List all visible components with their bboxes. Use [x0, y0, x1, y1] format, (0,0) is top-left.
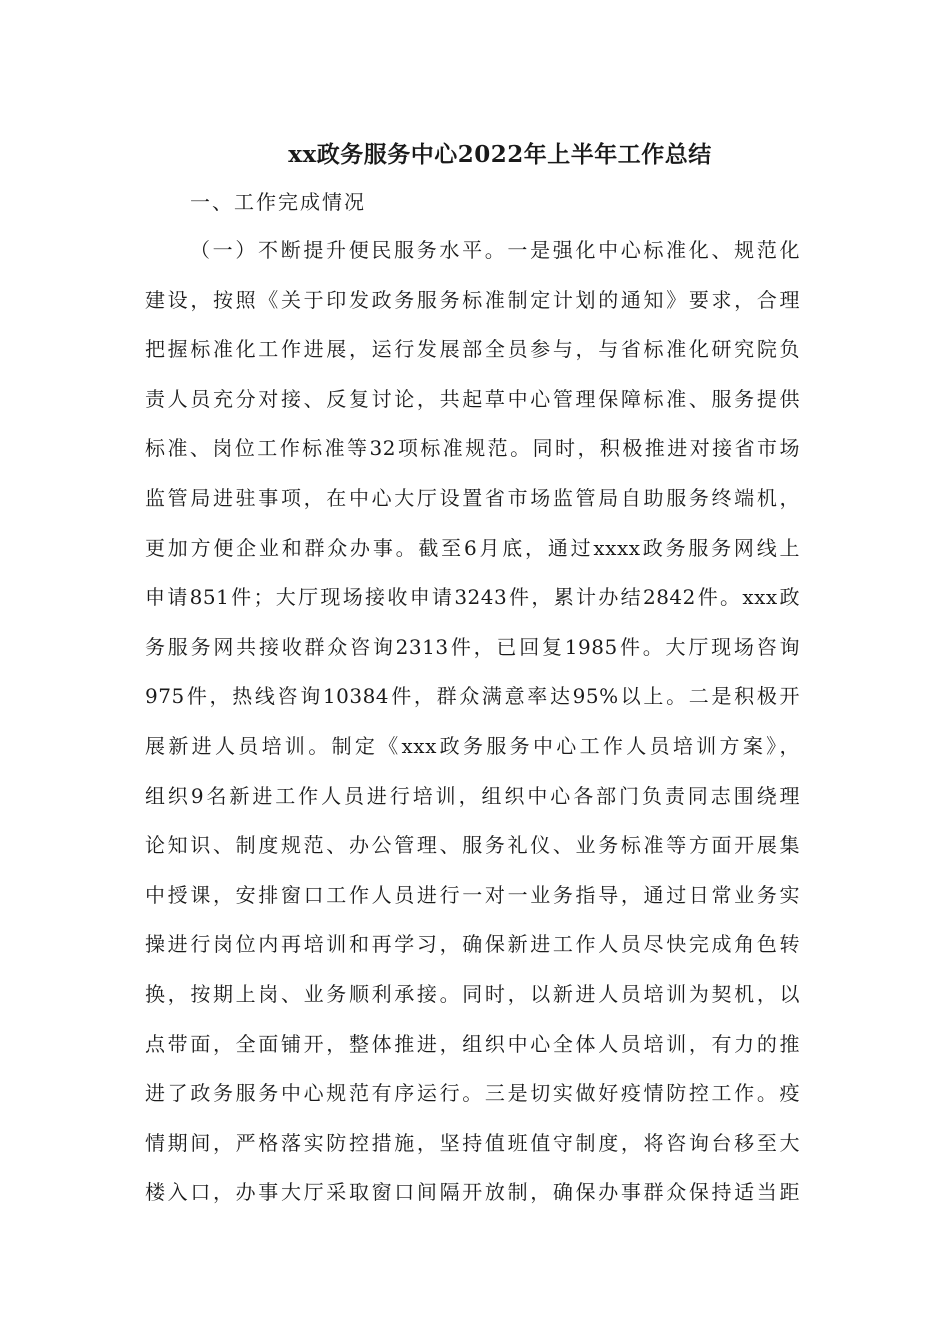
paragraph-line: 组织9名新进工作人员进行培训，组织中心各部门负责同志围绕理: [145, 783, 800, 808]
paragraph-line: 申请851件；大厅现场接收申请3243件，累计办结2842件。xxx政: [145, 585, 800, 610]
paragraph-line: 标准、岗位工作标准等32项标准规范。同时，积极推进对接省市场: [145, 436, 800, 461]
paragraph-line: 更加方便企业和群众办事。截至6月底，通过xxxx政务服务网线上: [145, 535, 800, 560]
paragraph-line: 点带面，全面铺开，整体推进，组织中心全体人员培训，有力的推: [145, 1031, 800, 1056]
paragraph-line: 展新进人员培训。制定《xxx政务服务中心工作人员培训方案》，: [145, 733, 800, 758]
paragraph-line: 楼入口，办事大厅采取窗口间隔开放制，确保办事群众保持适当距: [145, 1180, 800, 1205]
paragraph-line: 把握标准化工作进展，运行发展部全员参与，与省标准化研究院负: [145, 337, 800, 362]
paragraph-line: 建设，按照《关于印发政务服务标准制定计划的通知》要求，合理: [145, 287, 800, 312]
paragraph-line: 务服务网共接收群众咨询2313件，已回复1985件。大厅现场咨询: [145, 634, 800, 659]
paragraph-line: 中授课，安排窗口工作人员进行一对一业务指导，通过日常业务实: [145, 882, 800, 907]
paragraph-line: 975件，热线咨询10384件，群众满意率达95%以上。二是积极开: [145, 684, 800, 709]
paragraph-line: 换，按期上岗、业务顺利承接。同时，以新进人员培训为契机，以: [145, 981, 800, 1006]
paragraph-line: 论知识、制度规范、办公管理、服务礼仪、业务标准等方面开展集: [145, 833, 800, 858]
paragraph-line: 监管局进驻事项，在中心大厅设置省市场监管局自助服务终端机，: [145, 485, 800, 510]
section-heading: 一、工作完成情况: [190, 190, 366, 214]
paragraph-line: 操进行岗位内再培训和再学习，确保新进工作人员尽快完成角色转: [145, 932, 800, 957]
paragraph-line: 责人员充分对接、反复讨论，共起草中心管理保障标准、服务提供: [145, 386, 800, 411]
paragraph-line: 情期间，严格落实防控措施，坚持值班值守制度，将咨询台移至大: [145, 1130, 800, 1155]
paragraph-line: 进了政务服务中心规范有序运行。三是切实做好疫情防控工作。疫: [145, 1081, 800, 1106]
paragraph-line: （一）不断提升便民服务水平。一是强化中心标准化、规范化: [190, 238, 800, 262]
paragraph: [145, 232, 800, 1224]
document-title: xx政务服务中心2022年上半年工作总结: [288, 141, 712, 168]
